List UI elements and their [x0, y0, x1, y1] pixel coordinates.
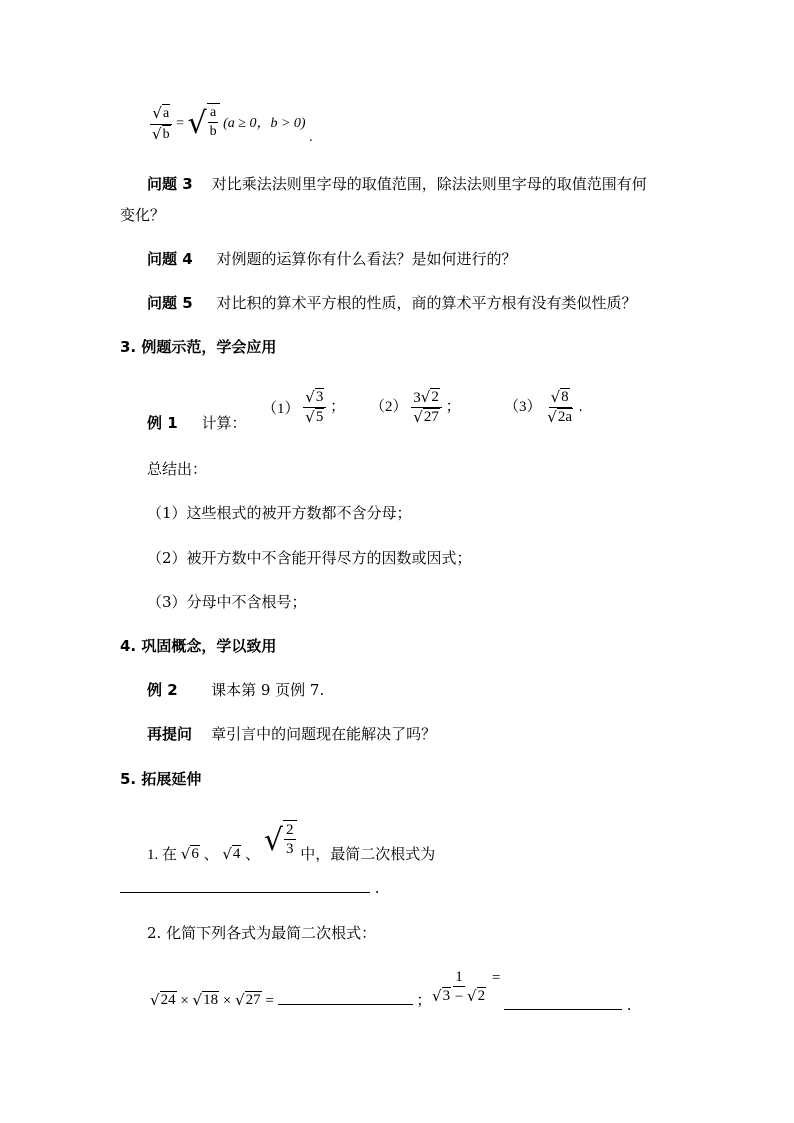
- section-4-heading: 4. 巩固概念，学以致用: [120, 637, 277, 655]
- answer-blank[interactable]: [120, 878, 370, 893]
- answer-blank[interactable]: [504, 995, 622, 1010]
- section-3-heading: 3. 例题示范，学会应用: [120, 338, 277, 356]
- section-5-heading: 5. 拓展延伸: [120, 770, 202, 788]
- extension-2-text: 2. 化简下列各式为最简二次根式：: [147, 924, 377, 942]
- example-2: 例 2 课本第 9 页例 7.: [147, 681, 325, 699]
- example-1-part-1: （1） √ 3 √ 5 ；: [262, 388, 346, 426]
- question-5: 问题 5 对比积的算术平方根的性质，商的算术平方根有没有类似性质？: [147, 294, 637, 312]
- answer-blank[interactable]: [278, 990, 413, 1005]
- question-3: 问题 3 对比乘法法则里字母的取值范围，除法法则里字母的取值范围有何: [147, 175, 647, 193]
- division-rule-formula: √ a √ b = √ $\frac{a}{b}$ (a ≥ 0，b > 0) .: [152, 103, 313, 146]
- example-1: 例 1 计算：: [147, 414, 247, 432]
- extension-2-expr-1: √ 24 × √ 18 × √ 27 = ；: [150, 991, 432, 1009]
- summary-item: （3）分母中不含根号；: [147, 593, 307, 611]
- example-1-part-2: （2） 3 √ 2 √ 27 ；: [370, 388, 461, 426]
- example-1-part-3: （3） √ 8 √ 2a .: [504, 388, 583, 426]
- extension-1-answer: .: [120, 878, 380, 898]
- reask: 再提问 章引言中的问题现在能解决了吗？: [147, 725, 437, 743]
- extension-2-answer: .: [504, 995, 632, 1015]
- extension-1: 1. 在 √ 6 、 √ 4 、 √ $\frac{2}{3}$ 中，最简二次根式为: [147, 822, 436, 863]
- question-4: 问题 4 对例题的运算你有什么看法？是如何进行的？: [147, 250, 517, 268]
- question-3-cont: 变化？: [120, 206, 166, 224]
- extension-2-expr-2: 1 √ 3 − √ 2 =: [432, 969, 501, 1005]
- summary-item: （2）被开方数中不含能开得尽方的因数或因式；: [147, 549, 472, 567]
- formula-condition: (a ≥ 0，b > 0): [223, 116, 306, 132]
- summary-title: 总结出：: [147, 460, 208, 478]
- summary-item: （1）这些根式的被开方数都不含分母；: [147, 504, 412, 522]
